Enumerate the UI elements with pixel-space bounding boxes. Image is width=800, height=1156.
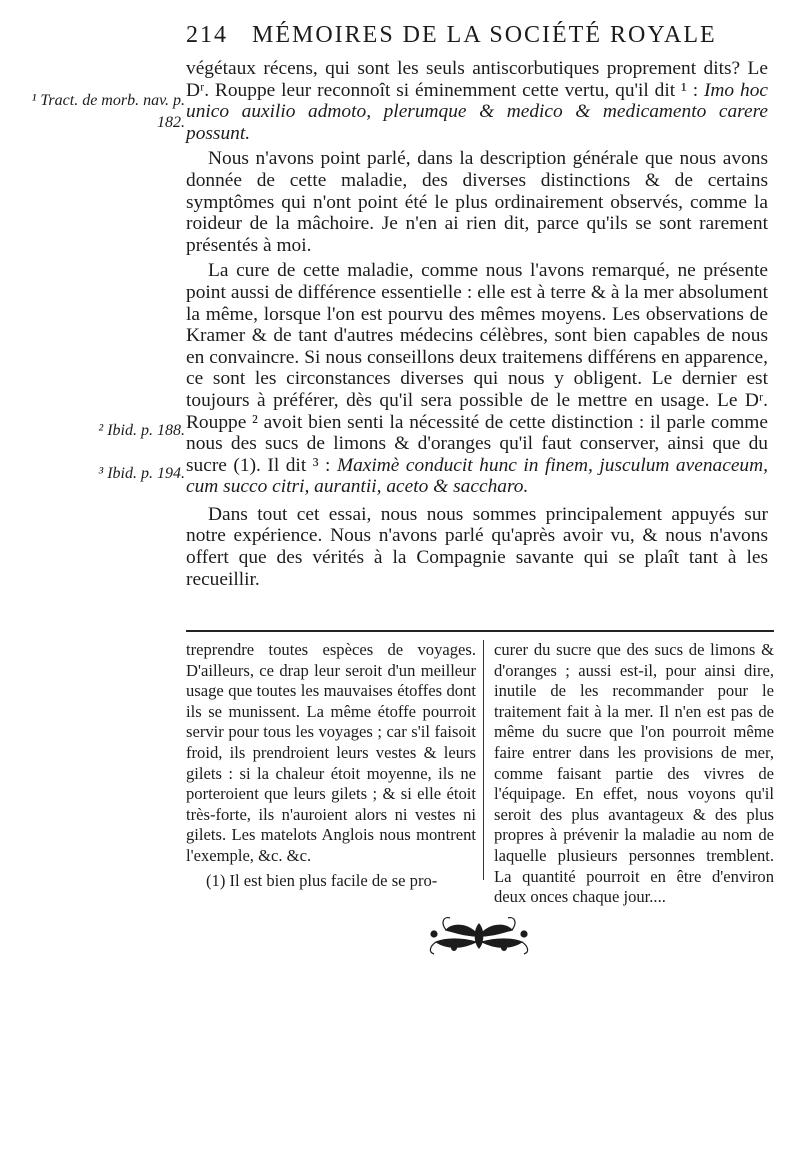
paragraph-3-text: La cure de cette maladie, comme nous l'avons remarqué, ne présente point aussi de différence essentielle : elle est à terre & à la mer absolument la même, lorsque l'on est pourvu des mêmes moyens. Les observations de Kramer & de tant d'autres médecins célèbres, sont bien capables de nous en convaincre. Si nous conseillons deux traitemens différens en apparence, ce sont les circonstances diverses qui nous y obligent. Le dernier est toujours à préférer, dès qu'il sera possible de le mettre en usage. Le Dʳ. Rouppe ² avoit bien senti la nécessité de cette distinction : il parle comme nous des sucs de limons & d'oranges qu'il faut conserver, ainsi que du sucre (1). Il dit ³ : <box>186 260 768 476</box>
running-title: MÉMOIRES DE LA SOCIÉTÉ ROYALE <box>252 22 717 48</box>
paragraph-3-quote: Maximè conducit hunc in finem, jusculum avenaceum, cum succo citri, aurantii, aceto & saccharo. <box>186 454 768 498</box>
paragraph-3 <box>186 260 768 498</box>
footnote-column-left <box>186 640 476 891</box>
footnote-rule <box>186 630 774 632</box>
footnote-column-right <box>494 640 774 908</box>
paragraph-4: Dans tout cet essai, nous nous sommes principalement appuyés sur notre expérience. Nous n'avons parlé qu'après avoir vu, & nous n'avons offert que des vérités à la Compagnie savante qui se plaît tant à les recueillir. <box>186 503 768 590</box>
paragraph-1-quote: Imo hoc unico auxilio admoto, plerumque & medico & medicamento carere possunt. <box>186 79 768 144</box>
margin-note-3: ³ Ibid. p. 194. <box>98 465 185 482</box>
paragraph-1-text: végétaux récens, qui sont les seuls antiscorbutiques proprement dits? Le Dʳ. Rouppe leur reconnoît si éminemment cette vertu, qu'il dit ¹ : <box>186 58 768 101</box>
floral-tailpiece-icon <box>424 912 534 960</box>
margin-note-2: ² Ibid. p. 188. <box>98 422 185 439</box>
footnote-1-start: (1) Il est bien plus facile de se pro- <box>206 870 438 890</box>
margin-note-1: ¹ Tract. de morb. nav. p. 182. <box>31 92 185 131</box>
paragraph-1 <box>186 58 768 144</box>
page-number: 214 <box>186 22 228 48</box>
running-header <box>186 22 726 49</box>
footnote-left-text: treprendre toutes espèces de voyages. D'ailleurs, ce drap leur seroit d'un meilleur usage que toutes les mauvaises étoffes dont ils se munissent. La même étoffe pourroit servir pour tous les voyages ; car s'il faisoit froid, ils prendroient leurs vestes & leurs gilets : si la chaleur étoit moyenne, ils ne porteroient que leurs gilets ; & si elle étoit très-forte, ils n'auroient alors ni vestes ni gilets. Les matelots Anglois nous montrent l'exemple, &c. &c. <box>186 640 476 865</box>
footnote-1-continuation: curer du sucre que des sucs de limons & d'oranges ; aussi est-il, pour ainsi dire, inutile de les recommander pour le traitement fait à la mer. Il n'en est pas de même du sucre que l'on pourroit même faire entrer dans les provisions de mer, comme faisant partie des vivres de l'équipage. En effet, nous voyons qu'il seroit des plus avantageux & des plus propres à prévenir la maladie au nom de laquelle plusieurs personnes tremblent. La quantité pourroit en être d'environ deux onces chaque jour.... <box>494 640 774 907</box>
paragraph-2: Nous n'avons point parlé, dans la description générale que nous avons donnée de cette maladie, des diverses distinctions & de certains symptômes qui n'ont point été le plus ordinairement observés, comme la roideur de la mâchoire. Je n'en ai rien dit, parce qu'ils se sont rarement présentés à moi. <box>186 148 768 256</box>
main-text <box>186 58 768 590</box>
column-divider <box>483 640 484 880</box>
